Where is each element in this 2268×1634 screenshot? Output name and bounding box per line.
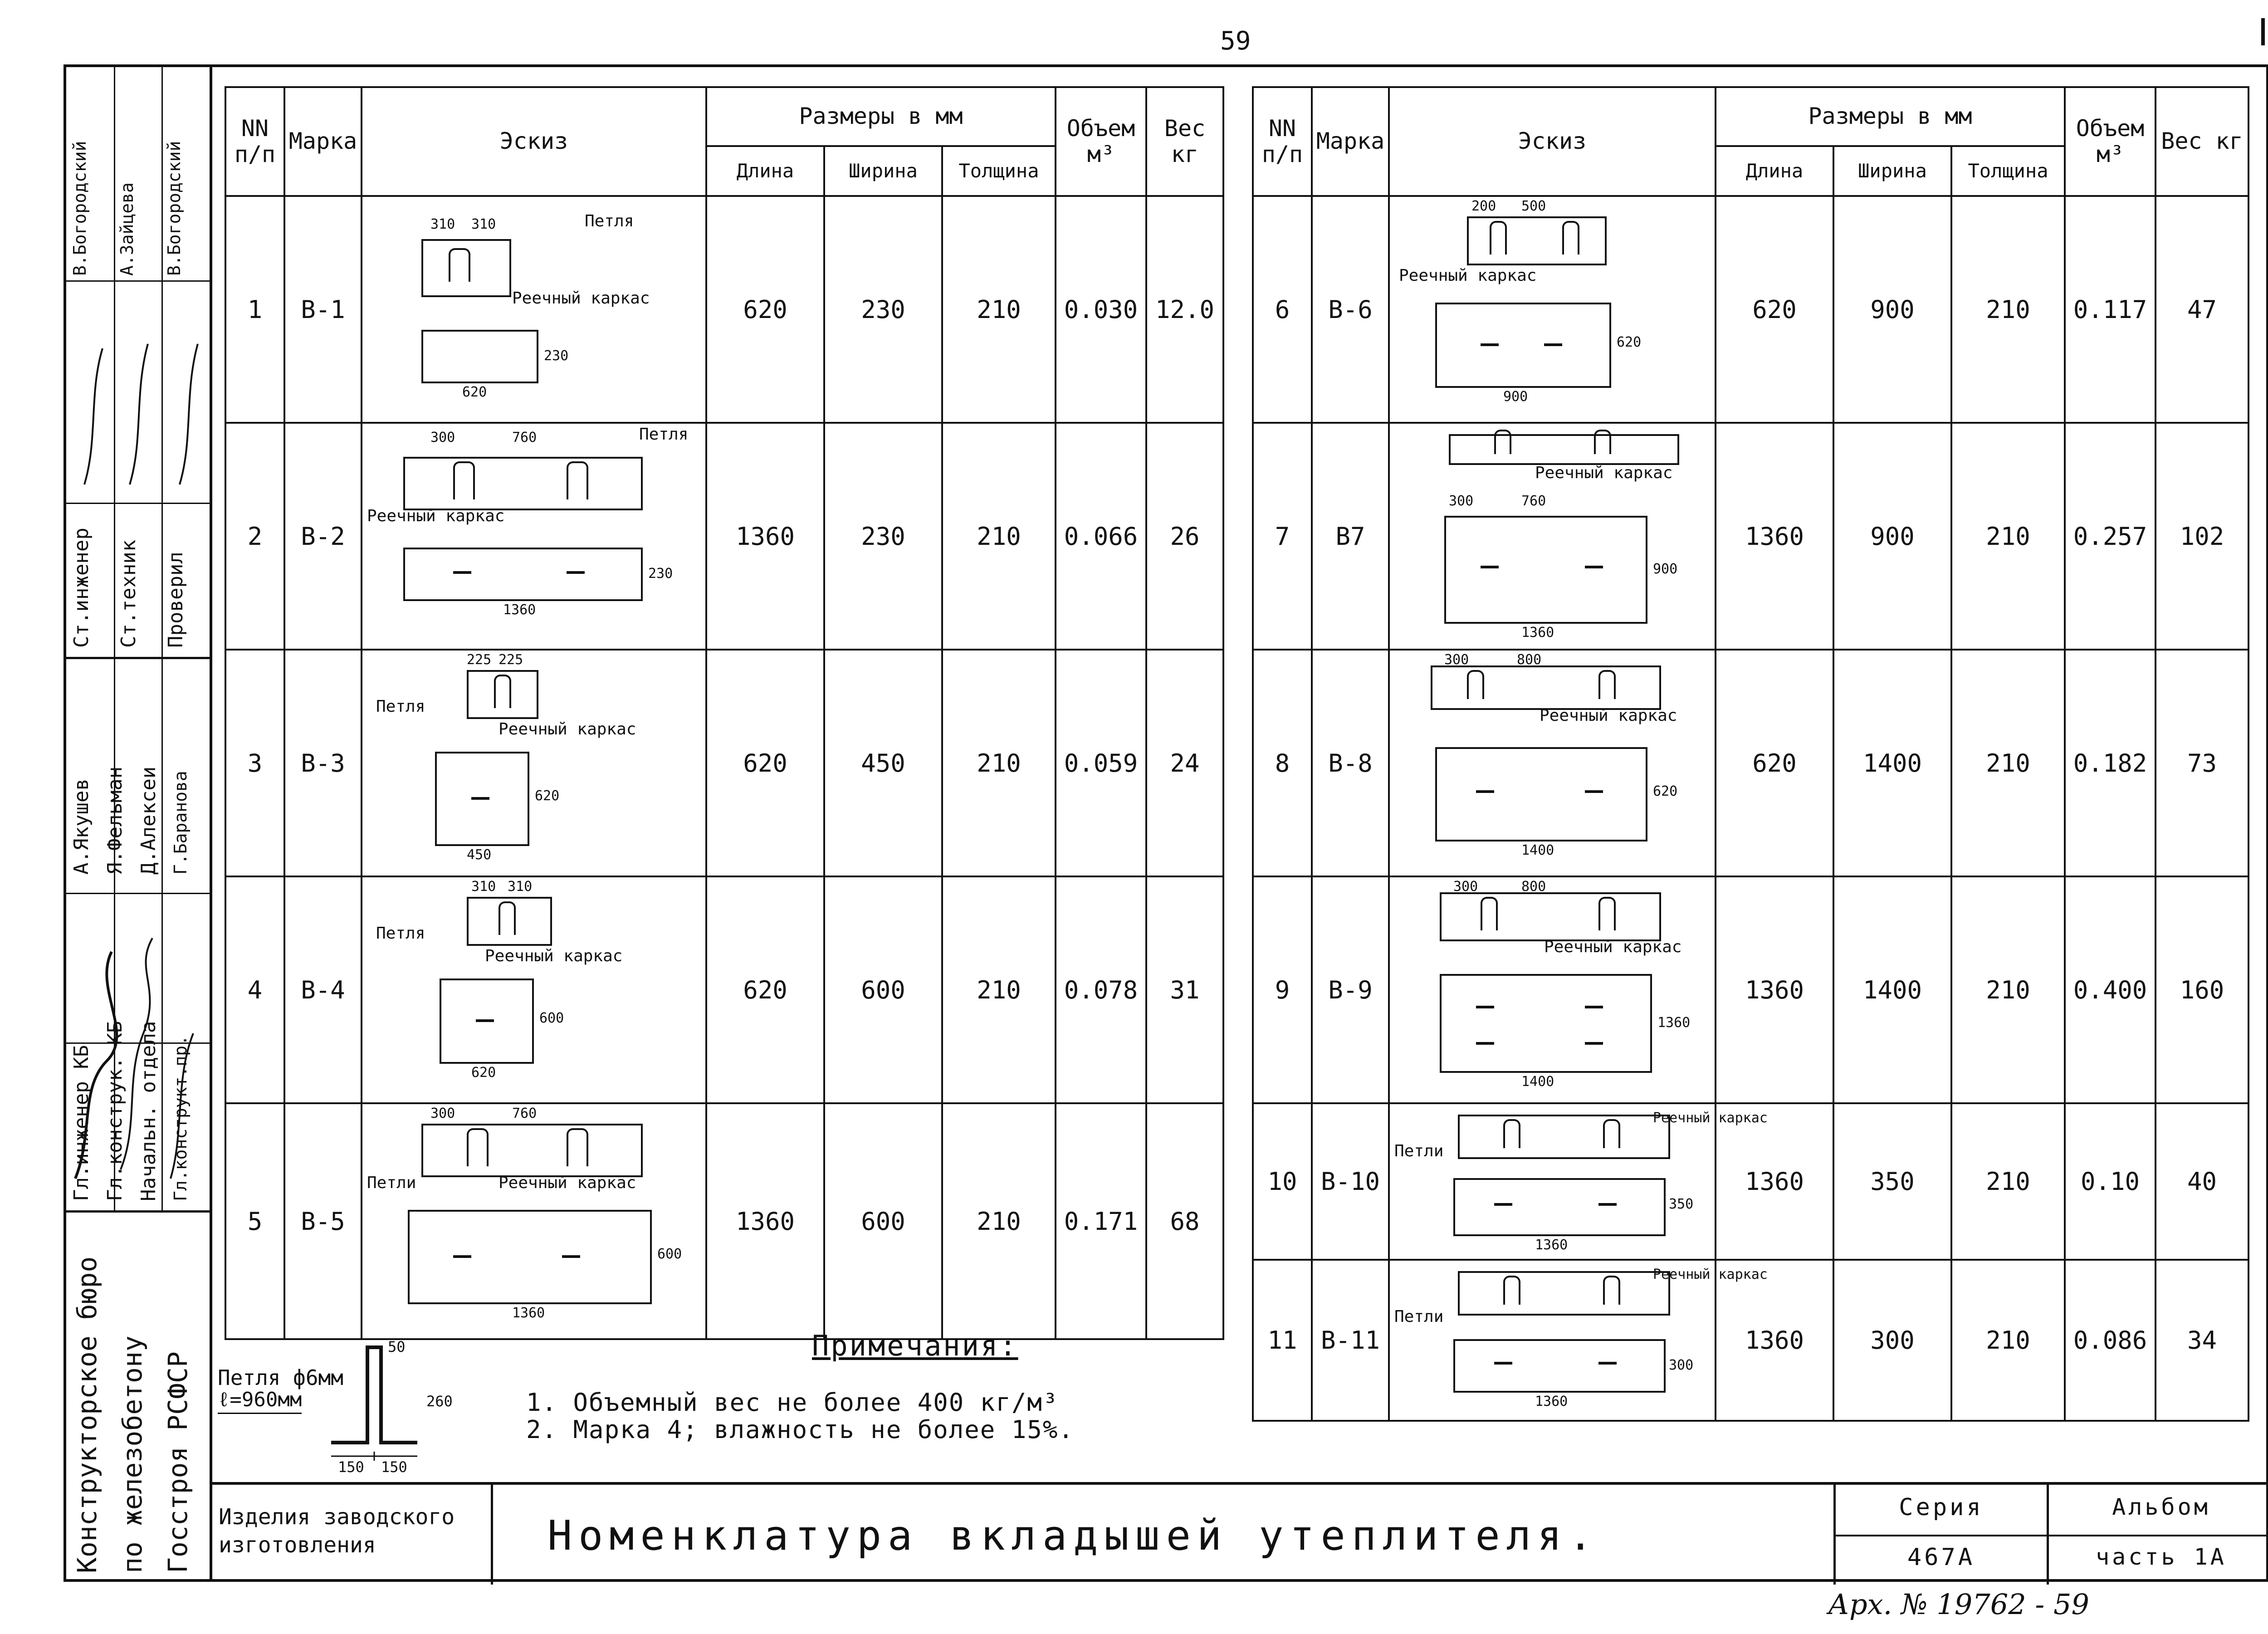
hdr-length: Длина bbox=[1716, 146, 1833, 196]
mark-dash bbox=[453, 1255, 471, 1258]
org-line-2: по железобетону bbox=[117, 1336, 148, 1573]
dim-width: 1360 bbox=[512, 1305, 545, 1321]
table-row bbox=[1253, 1103, 2248, 1260]
sketch-cell bbox=[362, 423, 706, 650]
label-frame: Реечный каркас bbox=[485, 947, 623, 965]
cell-mark: В-10 bbox=[1312, 1103, 1389, 1260]
dim-width: 450 bbox=[467, 847, 492, 863]
loop-icon bbox=[567, 461, 588, 499]
mark-dash bbox=[1481, 566, 1499, 568]
dim-height: 620 bbox=[1653, 783, 1678, 799]
loop-icon bbox=[1503, 1119, 1520, 1148]
cell-num: 7 bbox=[1253, 423, 1312, 650]
dim-2: 800 bbox=[1517, 652, 1542, 668]
label-loops: Петли bbox=[367, 1174, 416, 1192]
stamp-name-4: Г.Баранова bbox=[171, 771, 191, 875]
cell-num: 4 bbox=[225, 876, 284, 1103]
sketch-top-view bbox=[1458, 1115, 1670, 1159]
cell-mark: В-6 bbox=[1312, 196, 1389, 423]
mark-dash bbox=[1598, 1362, 1617, 1365]
cell-num: 11 bbox=[1253, 1260, 1312, 1421]
sketch-plan-view bbox=[1453, 1339, 1666, 1393]
loop-icon bbox=[1598, 670, 1616, 699]
label-frame: Реечный каркас bbox=[1544, 938, 1682, 956]
dim-1: 300 bbox=[430, 1106, 455, 1121]
cell-mark: В-4 bbox=[284, 876, 362, 1103]
cell-weight: 26 bbox=[1146, 423, 1223, 650]
dim-1: 310 bbox=[430, 216, 455, 232]
loop-icon bbox=[1494, 430, 1511, 454]
sketch-cell bbox=[362, 650, 706, 876]
loop-icon bbox=[499, 901, 516, 935]
loop-icon bbox=[1598, 897, 1616, 930]
cell-volume: 0.171 bbox=[1056, 1103, 1146, 1339]
table-row bbox=[225, 196, 1223, 423]
sketch-cell bbox=[1389, 1260, 1768, 1421]
loop-dim-left: 150 bbox=[338, 1458, 364, 1476]
mark-dash bbox=[1585, 1006, 1603, 1008]
cell-thickness: 210 bbox=[1951, 650, 2065, 876]
cell-width: 1400 bbox=[1833, 650, 1951, 876]
cell-thickness: 210 bbox=[1951, 1103, 2065, 1260]
loop-shape-icon bbox=[313, 1338, 494, 1474]
dim-height: 230 bbox=[544, 348, 569, 364]
cell-num: 10 bbox=[1253, 1103, 1312, 1260]
label-frame: Реечный каркас bbox=[1653, 1267, 1768, 1282]
cell-length: 1360 bbox=[1716, 876, 1833, 1103]
cell-weight: 31 bbox=[1146, 876, 1223, 1103]
cell-num: 9 bbox=[1253, 876, 1312, 1103]
org-line-3: Госстроя РСФСР bbox=[162, 1351, 193, 1573]
cell-weight: 160 bbox=[2156, 876, 2248, 1103]
hdr-thickness: Толщина bbox=[1951, 146, 2065, 196]
org-line-1: Конструкторское бюро bbox=[72, 1256, 103, 1573]
cell-thickness: 210 bbox=[942, 876, 1056, 1103]
series-value: 467А bbox=[1907, 1544, 1975, 1571]
cell-length: 1360 bbox=[706, 1103, 824, 1339]
cell-weight: 24 bbox=[1146, 650, 1223, 876]
label-frame: Реечный каркас bbox=[512, 289, 650, 308]
cell-width: 900 bbox=[1833, 423, 1951, 650]
series-label: Серия bbox=[1899, 1494, 1984, 1521]
cell-length: 1360 bbox=[1716, 1103, 1833, 1260]
dim-height: 900 bbox=[1653, 561, 1678, 577]
loop-icon bbox=[449, 248, 470, 282]
loop-icon bbox=[1490, 221, 1507, 254]
album-value: часть 1А bbox=[2096, 1544, 2227, 1570]
dim-width: 1360 bbox=[1521, 625, 1554, 641]
cell-length: 620 bbox=[706, 876, 824, 1103]
hdr-weight: Вес кг bbox=[1146, 87, 1223, 196]
hdr-sketch: Эскиз bbox=[362, 87, 706, 196]
cell-thickness: 210 bbox=[1951, 1260, 2065, 1421]
cell-mark: В-2 bbox=[284, 423, 362, 650]
label-frame: Реечный каркас bbox=[367, 507, 505, 525]
dim-height: 230 bbox=[648, 566, 673, 582]
notes-title: Примечания: bbox=[812, 1329, 1018, 1362]
sketch-plan-view bbox=[403, 548, 643, 601]
cell-thickness: 210 bbox=[1951, 876, 2065, 1103]
dim-2: 760 bbox=[512, 1106, 537, 1121]
hdr-mark: Марка bbox=[284, 87, 362, 196]
loop-detail-length: ℓ=960мм bbox=[218, 1388, 302, 1414]
dim-width: 620 bbox=[471, 1065, 496, 1081]
sketch-top-view bbox=[1467, 216, 1607, 265]
tb-product bbox=[210, 1485, 491, 1585]
cell-thickness: 210 bbox=[942, 196, 1056, 423]
dim-2: 310 bbox=[508, 879, 533, 895]
mark-dash bbox=[1585, 566, 1603, 568]
label-frame: Реечный каркас bbox=[499, 1174, 636, 1192]
dim-width: 900 bbox=[1503, 389, 1528, 405]
mark-dash bbox=[1544, 343, 1562, 346]
hdr-dims: Размеры в мм bbox=[1716, 87, 2065, 146]
cell-volume: 0.030 bbox=[1056, 196, 1146, 423]
sketch-plan-view bbox=[1440, 974, 1652, 1073]
page-number: 59 bbox=[1220, 26, 1251, 56]
dim-width: 1360 bbox=[503, 602, 536, 618]
cell-weight: 68 bbox=[1146, 1103, 1223, 1339]
mark-dash bbox=[1585, 790, 1603, 793]
loop-dim-right: 150 bbox=[381, 1458, 407, 1476]
table-row bbox=[1253, 423, 2248, 650]
stamp-role-3: Начальн. отдела bbox=[137, 1021, 160, 1201]
dim-1: 200 bbox=[1471, 198, 1496, 214]
stamp-name-3: Д.Алексеи bbox=[137, 766, 160, 875]
stamp-role-5: Ст.инженер bbox=[70, 528, 93, 648]
dim-height: 620 bbox=[535, 788, 560, 804]
table-row bbox=[1253, 876, 2248, 1103]
label-frame: Реечный каркас bbox=[499, 720, 636, 739]
table-row bbox=[225, 1103, 1223, 1339]
cell-width: 230 bbox=[824, 196, 942, 423]
tb-series bbox=[1833, 1485, 2047, 1585]
loop-icon bbox=[453, 461, 475, 499]
mark-dash bbox=[567, 571, 585, 574]
cell-weight: 40 bbox=[2156, 1103, 2248, 1260]
cell-mark: В-9 bbox=[1312, 876, 1389, 1103]
loop-dim-top: 50 bbox=[388, 1338, 406, 1355]
sketch-plan-view bbox=[1444, 516, 1647, 624]
cell-volume: 0.10 bbox=[2065, 1103, 2156, 1260]
stamp-name-1: А.Якушев bbox=[70, 778, 93, 875]
table-left bbox=[225, 86, 1224, 1340]
note-2: 2. Марка 4; влажность не более 15%. bbox=[526, 1415, 1074, 1444]
mark-dash bbox=[1476, 1042, 1494, 1045]
loop-detail-label: Петля ф6мм bbox=[218, 1365, 343, 1390]
label-frame: Реечный каркас bbox=[1653, 1110, 1768, 1126]
cell-length: 620 bbox=[706, 196, 824, 423]
stamp-role-4: Гл.конструкт.пр. bbox=[171, 1035, 191, 1201]
cell-num: 8 bbox=[1253, 650, 1312, 876]
mark-dash bbox=[1494, 1203, 1512, 1206]
label-loop: Петля bbox=[639, 425, 689, 444]
dim-height: 1360 bbox=[1657, 1015, 1691, 1031]
cell-thickness: 210 bbox=[942, 1103, 1056, 1339]
dim-2: 760 bbox=[512, 430, 537, 445]
stamp-role-2: Гл.конструк. КБ bbox=[103, 1021, 127, 1201]
hdr-sketch: Эскиз bbox=[1389, 87, 1716, 196]
cell-mark: В-5 bbox=[284, 1103, 362, 1339]
loop-dim-height: 260 bbox=[426, 1393, 453, 1410]
label-loops: Петли bbox=[1394, 1307, 1444, 1326]
dim-height: 300 bbox=[1669, 1357, 1694, 1373]
sketch-plan-view bbox=[1435, 303, 1611, 388]
cell-width: 450 bbox=[824, 650, 942, 876]
loop-icon bbox=[1467, 670, 1484, 699]
album-label: Альбом bbox=[2112, 1494, 2210, 1520]
hdr-num: NN п/п bbox=[225, 87, 284, 196]
sketch-top-view bbox=[1431, 665, 1661, 710]
cell-volume: 0.257 bbox=[2065, 423, 2156, 650]
cell-mark: В-8 bbox=[1312, 650, 1389, 876]
stamp-name-5: В.Богородский bbox=[70, 141, 90, 276]
sketch-top-view bbox=[1440, 892, 1661, 941]
sketch-cell bbox=[1389, 1103, 1768, 1260]
hdr-width: Ширина bbox=[1833, 146, 1951, 196]
cell-volume: 0.066 bbox=[1056, 423, 1146, 650]
table-row bbox=[225, 650, 1223, 876]
cell-weight: 47 bbox=[2156, 196, 2248, 423]
sketch-cell bbox=[1389, 423, 1716, 650]
sketch-cell bbox=[362, 1103, 706, 1339]
cell-weight: 34 bbox=[2156, 1260, 2248, 1421]
hdr-width: Ширина bbox=[824, 146, 942, 196]
mark-dash bbox=[453, 571, 471, 574]
sketch-cell bbox=[1389, 650, 1716, 876]
cell-length: 1360 bbox=[706, 423, 824, 650]
hdr-mark: Марка bbox=[1312, 87, 1389, 196]
cell-width: 900 bbox=[1833, 196, 1951, 423]
note-1: 1. Объемный вес не более 400 кг/м³ bbox=[526, 1388, 1059, 1417]
sketch-plan-view bbox=[408, 1210, 652, 1304]
mark-dash bbox=[1476, 790, 1494, 793]
cell-volume: 0.182 bbox=[2065, 650, 2156, 876]
cell-num: 1 bbox=[225, 196, 284, 423]
mark-dash bbox=[471, 797, 489, 800]
hdr-num: NN п/п bbox=[1253, 87, 1312, 196]
cell-volume: 0.400 bbox=[2065, 876, 2156, 1103]
stamp-role-1: Гл.инженер КБ bbox=[70, 1045, 93, 1201]
tb-title bbox=[491, 1485, 1833, 1585]
dim-2: 500 bbox=[1521, 198, 1546, 214]
label-loop: Петля bbox=[585, 212, 634, 230]
mark-dash bbox=[1585, 1042, 1603, 1045]
sketch-plan-view bbox=[1435, 747, 1647, 841]
tb-product-text: Изделия заводского изготовления bbox=[219, 1504, 455, 1558]
cell-num: 6 bbox=[1253, 196, 1312, 423]
loop-icon bbox=[1603, 1119, 1620, 1148]
cell-num: 3 bbox=[225, 650, 284, 876]
label-frame: Реечный каркас bbox=[1535, 464, 1673, 482]
dim-height: 350 bbox=[1669, 1196, 1694, 1212]
cell-thickness: 210 bbox=[1951, 423, 2065, 650]
loop-icon bbox=[1481, 897, 1498, 930]
handwritten-signatures-2 bbox=[66, 303, 211, 494]
label-loops: Петли bbox=[1394, 1142, 1444, 1160]
cell-width: 230 bbox=[824, 423, 942, 650]
mark-dash bbox=[1598, 1203, 1617, 1206]
stamp-role-6: Ст.техник bbox=[117, 539, 140, 648]
hdr-length: Длина bbox=[706, 146, 824, 196]
hdr-volume: Объем м³ bbox=[2065, 87, 2156, 196]
dim-1: 300 bbox=[430, 430, 455, 445]
handwritten-signatures bbox=[66, 897, 211, 1206]
cell-thickness: 210 bbox=[942, 423, 1056, 650]
hdr-dims: Размеры в мм bbox=[706, 87, 1056, 146]
cell-volume: 0.078 bbox=[1056, 876, 1146, 1103]
cell-width: 1400 bbox=[1833, 876, 1951, 1103]
cell-length: 1360 bbox=[1716, 1260, 1833, 1421]
signature-stamp bbox=[64, 64, 210, 1582]
cell-width: 350 bbox=[1833, 1103, 1951, 1260]
dim-height: 620 bbox=[1617, 334, 1642, 350]
cell-length: 620 bbox=[706, 650, 824, 876]
hdr-volume: Объем м³ bbox=[1056, 87, 1146, 196]
sketch-cell bbox=[362, 876, 706, 1103]
loop-icon bbox=[494, 675, 511, 708]
sketch-cell bbox=[362, 196, 706, 423]
cell-volume: 0.117 bbox=[2065, 196, 2156, 423]
cell-num: 2 bbox=[225, 423, 284, 650]
dim-width: 1400 bbox=[1521, 1074, 1554, 1090]
mark-dash bbox=[476, 1019, 494, 1022]
loop-icon bbox=[467, 1128, 489, 1166]
dim-width: 1360 bbox=[1535, 1237, 1568, 1253]
sketch-top-view bbox=[1449, 434, 1679, 465]
cell-mark: В-11 bbox=[1312, 1260, 1389, 1421]
drawing-title: Номенклатура вкладышей утеплителя. bbox=[547, 1512, 1599, 1560]
dim-1: 310 bbox=[471, 879, 496, 895]
mark-dash bbox=[1481, 343, 1499, 346]
loop-icon bbox=[567, 1128, 588, 1166]
dim-1: 300 bbox=[1449, 493, 1474, 509]
cell-length: 1360 bbox=[1716, 423, 1833, 650]
cell-mark: В-3 bbox=[284, 650, 362, 876]
cell-width: 600 bbox=[824, 1103, 942, 1339]
dim-height: 600 bbox=[657, 1246, 682, 1262]
hdr-thickness: Толщина bbox=[942, 146, 1056, 196]
cell-thickness: 210 bbox=[942, 650, 1056, 876]
dim-1: 300 bbox=[1444, 652, 1469, 668]
loop-icon bbox=[1594, 430, 1611, 454]
sketch-top-view bbox=[403, 457, 643, 510]
table-row bbox=[1253, 196, 2248, 423]
dim-width: 620 bbox=[462, 384, 487, 400]
loop-detail bbox=[213, 1338, 494, 1474]
sketch-plan-view bbox=[1453, 1178, 1666, 1236]
loop-icon bbox=[1603, 1276, 1620, 1305]
cell-length: 620 bbox=[1716, 196, 1833, 423]
stamp-name-7: В.Богородский bbox=[164, 141, 184, 276]
dim-height: 600 bbox=[539, 1010, 564, 1026]
cell-weight: 102 bbox=[2156, 423, 2248, 650]
dim-width: 1360 bbox=[1535, 1394, 1568, 1409]
cell-volume: 0.086 bbox=[2065, 1260, 2156, 1421]
cell-thickness: 210 bbox=[1951, 196, 2065, 423]
cell-volume: 0.059 bbox=[1056, 650, 1146, 876]
table-right bbox=[1252, 86, 2249, 1422]
label-frame: Реечный каркас bbox=[1399, 266, 1537, 285]
cell-mark: В-1 bbox=[284, 196, 362, 423]
stamp-name-6: А.Зайцева bbox=[117, 182, 137, 276]
cell-width: 300 bbox=[1833, 1260, 1951, 1421]
cell-width: 600 bbox=[824, 876, 942, 1103]
cell-weight: 12.0 bbox=[1146, 196, 1223, 423]
dim-2: 310 bbox=[471, 216, 496, 232]
cell-mark: В7 bbox=[1312, 423, 1389, 650]
label-frame: Реечный каркас bbox=[1540, 706, 1677, 725]
cell-length: 620 bbox=[1716, 650, 1833, 876]
table-row bbox=[225, 876, 1223, 1103]
table-row bbox=[225, 423, 1223, 650]
stamp-role-7: Проверил bbox=[164, 552, 187, 648]
dim-1: 225 bbox=[467, 652, 492, 668]
label-loop: Петля bbox=[376, 697, 425, 716]
tb-album bbox=[2047, 1485, 2268, 1585]
title-block bbox=[210, 1482, 2268, 1585]
loop-icon bbox=[1562, 221, 1579, 254]
hdr-weight: Вес кг bbox=[2156, 87, 2248, 196]
sketch-top-view bbox=[421, 1124, 643, 1177]
archive-number: Арх. № 19762 - 59 bbox=[1828, 1588, 2089, 1621]
dim-width: 1400 bbox=[1521, 842, 1554, 858]
sketch-cell bbox=[1389, 876, 1716, 1103]
cell-num: 5 bbox=[225, 1103, 284, 1339]
stamp-name-2: Я.Фельман bbox=[103, 766, 127, 875]
mark-dash bbox=[1476, 1006, 1494, 1008]
dim-2: 800 bbox=[1521, 879, 1546, 895]
dim-2: 760 bbox=[1521, 493, 1546, 509]
table-row bbox=[1253, 650, 2248, 876]
sketch-top-view bbox=[1458, 1271, 1670, 1316]
dim-2: 225 bbox=[499, 652, 523, 668]
corner-mark bbox=[2261, 18, 2265, 45]
mark-dash bbox=[1494, 1362, 1512, 1365]
label-loop: Петля bbox=[376, 924, 425, 943]
loop-icon bbox=[1503, 1276, 1520, 1305]
sketch-plan-view bbox=[421, 330, 538, 383]
table-row bbox=[1253, 1260, 2248, 1421]
mark-dash bbox=[562, 1255, 580, 1258]
cell-weight: 73 bbox=[2156, 650, 2248, 876]
sketch-cell bbox=[1389, 196, 1716, 423]
dim-1: 300 bbox=[1453, 879, 1478, 895]
